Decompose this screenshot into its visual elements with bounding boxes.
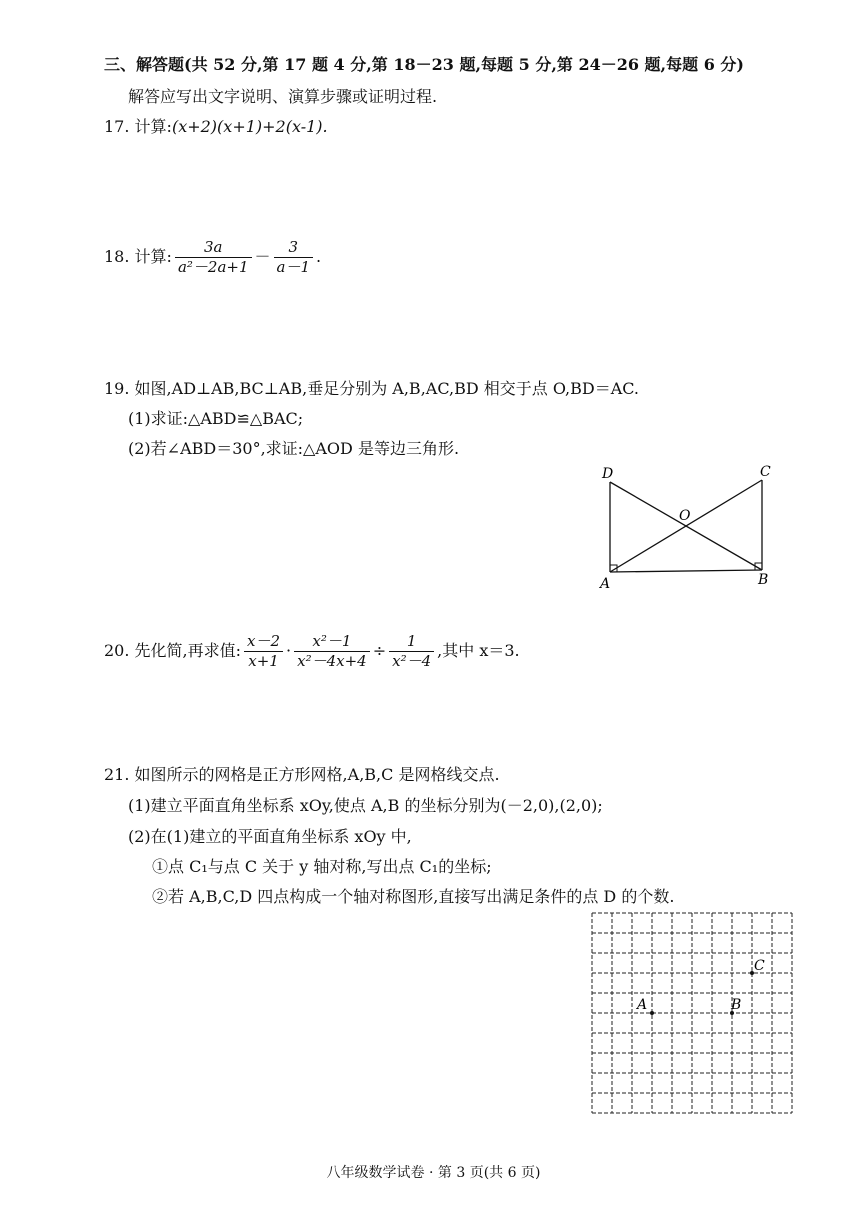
q19-stem bbox=[104, 378, 639, 400]
question-17 bbox=[104, 116, 328, 138]
grid-label-B: B bbox=[731, 997, 742, 1013]
question-18 bbox=[104, 238, 321, 277]
q19-figure bbox=[590, 460, 790, 595]
label-D: D bbox=[602, 466, 614, 482]
q19-stem-text: 如图,AD⊥AB,BC⊥AB,垂足分别为 A,B,AC,BD 相交于点 O,BD＝AC. bbox=[134, 379, 640, 398]
q20-prefix: 先化简,再求值: bbox=[134, 641, 242, 660]
grid-label-A: A bbox=[637, 997, 648, 1013]
section-instruction: 解答应写出文字说明、演算步骤或证明过程. bbox=[128, 87, 438, 106]
q18-frac2-numerator: 3 bbox=[274, 238, 314, 258]
q20-suffix: ,其中 x＝3. bbox=[437, 641, 520, 660]
q17-prefix: 计算: bbox=[134, 117, 172, 136]
q18-number: 18. bbox=[104, 247, 130, 266]
segment-CA bbox=[610, 480, 762, 572]
q21-square-grid bbox=[586, 908, 798, 1118]
q18-end: . bbox=[316, 247, 322, 266]
q18-frac1-denominator: a²－2a+1 bbox=[177, 258, 249, 276]
q19-part-2: (2)若∠ABD＝30°,求证:△AOD 是等边三角形. bbox=[128, 439, 460, 458]
label-O: O bbox=[679, 508, 691, 524]
q21-part-2: (2)在(1)建立的平面直角坐标系 xOy 中, bbox=[128, 827, 412, 846]
q20-number: 20. bbox=[104, 641, 130, 660]
label-A: A bbox=[600, 576, 611, 592]
page-footer: 八年级数学试卷 · 第 3 页(共 6 页) bbox=[326, 1165, 541, 1181]
q21-number: 21. bbox=[104, 765, 130, 784]
q20-f3-denominator: x²－4 bbox=[392, 652, 432, 670]
q20-fraction-3 bbox=[389, 632, 434, 671]
q20-divide: ÷ bbox=[372, 641, 387, 660]
q20-f1-denominator: x+1 bbox=[248, 652, 279, 670]
question-20 bbox=[104, 632, 520, 671]
q21-part-1: (1)建立平面直角坐标系 xOy,使点 A,B 的坐标分别为(－2,0),(2,0); bbox=[128, 796, 603, 815]
q20-dot: · bbox=[286, 641, 292, 660]
q17-number: 17. bbox=[104, 117, 130, 136]
q18-minus: － bbox=[254, 247, 271, 266]
q21-sub-2: ②若 A,B,C,D 四点构成一个轴对称图形,直接写出满足条件的点 D 的个数. bbox=[152, 887, 675, 906]
q20-fraction-2 bbox=[294, 632, 370, 671]
point-A bbox=[650, 1011, 654, 1015]
q21-sub-1: ①点 C₁与点 C 关于 y 轴对称,写出点 C₁的坐标; bbox=[152, 857, 492, 876]
q21-stem-text: 如图所示的网格是正方形网格,A,B,C 是网格线交点. bbox=[134, 765, 500, 784]
q21-stem bbox=[104, 764, 500, 786]
q18-prefix: 计算: bbox=[134, 247, 172, 266]
q18-frac2-denominator: a－1 bbox=[276, 258, 311, 276]
grid-lines bbox=[592, 913, 792, 1113]
q20-fraction-1 bbox=[244, 632, 283, 671]
q17-expression: (x+2)(x+1)+2(x-1). bbox=[171, 117, 328, 136]
section-title: 三、解答题(共 52 分,第 17 题 4 分,第 18－23 题,每题 5 分,第 24－26 题,每题 6 分) bbox=[104, 55, 744, 74]
label-C: C bbox=[760, 464, 771, 480]
label-B: B bbox=[758, 572, 769, 588]
q20-f2-denominator: x²－4x+4 bbox=[297, 652, 367, 670]
q18-fraction-1 bbox=[175, 238, 252, 277]
grid-label-C: C bbox=[754, 958, 765, 974]
segment-AB bbox=[610, 570, 762, 572]
q20-f1-numerator: x－2 bbox=[244, 632, 283, 652]
q19-part-1: (1)求证:△ABD≌△BAC; bbox=[128, 409, 304, 428]
q18-frac1-numerator: 3a bbox=[175, 238, 252, 258]
q19-number: 19. bbox=[104, 379, 130, 398]
q18-fraction-2 bbox=[274, 238, 314, 277]
q20-f2-numerator: x²－1 bbox=[294, 632, 370, 652]
q20-f3-numerator: 1 bbox=[389, 632, 434, 652]
